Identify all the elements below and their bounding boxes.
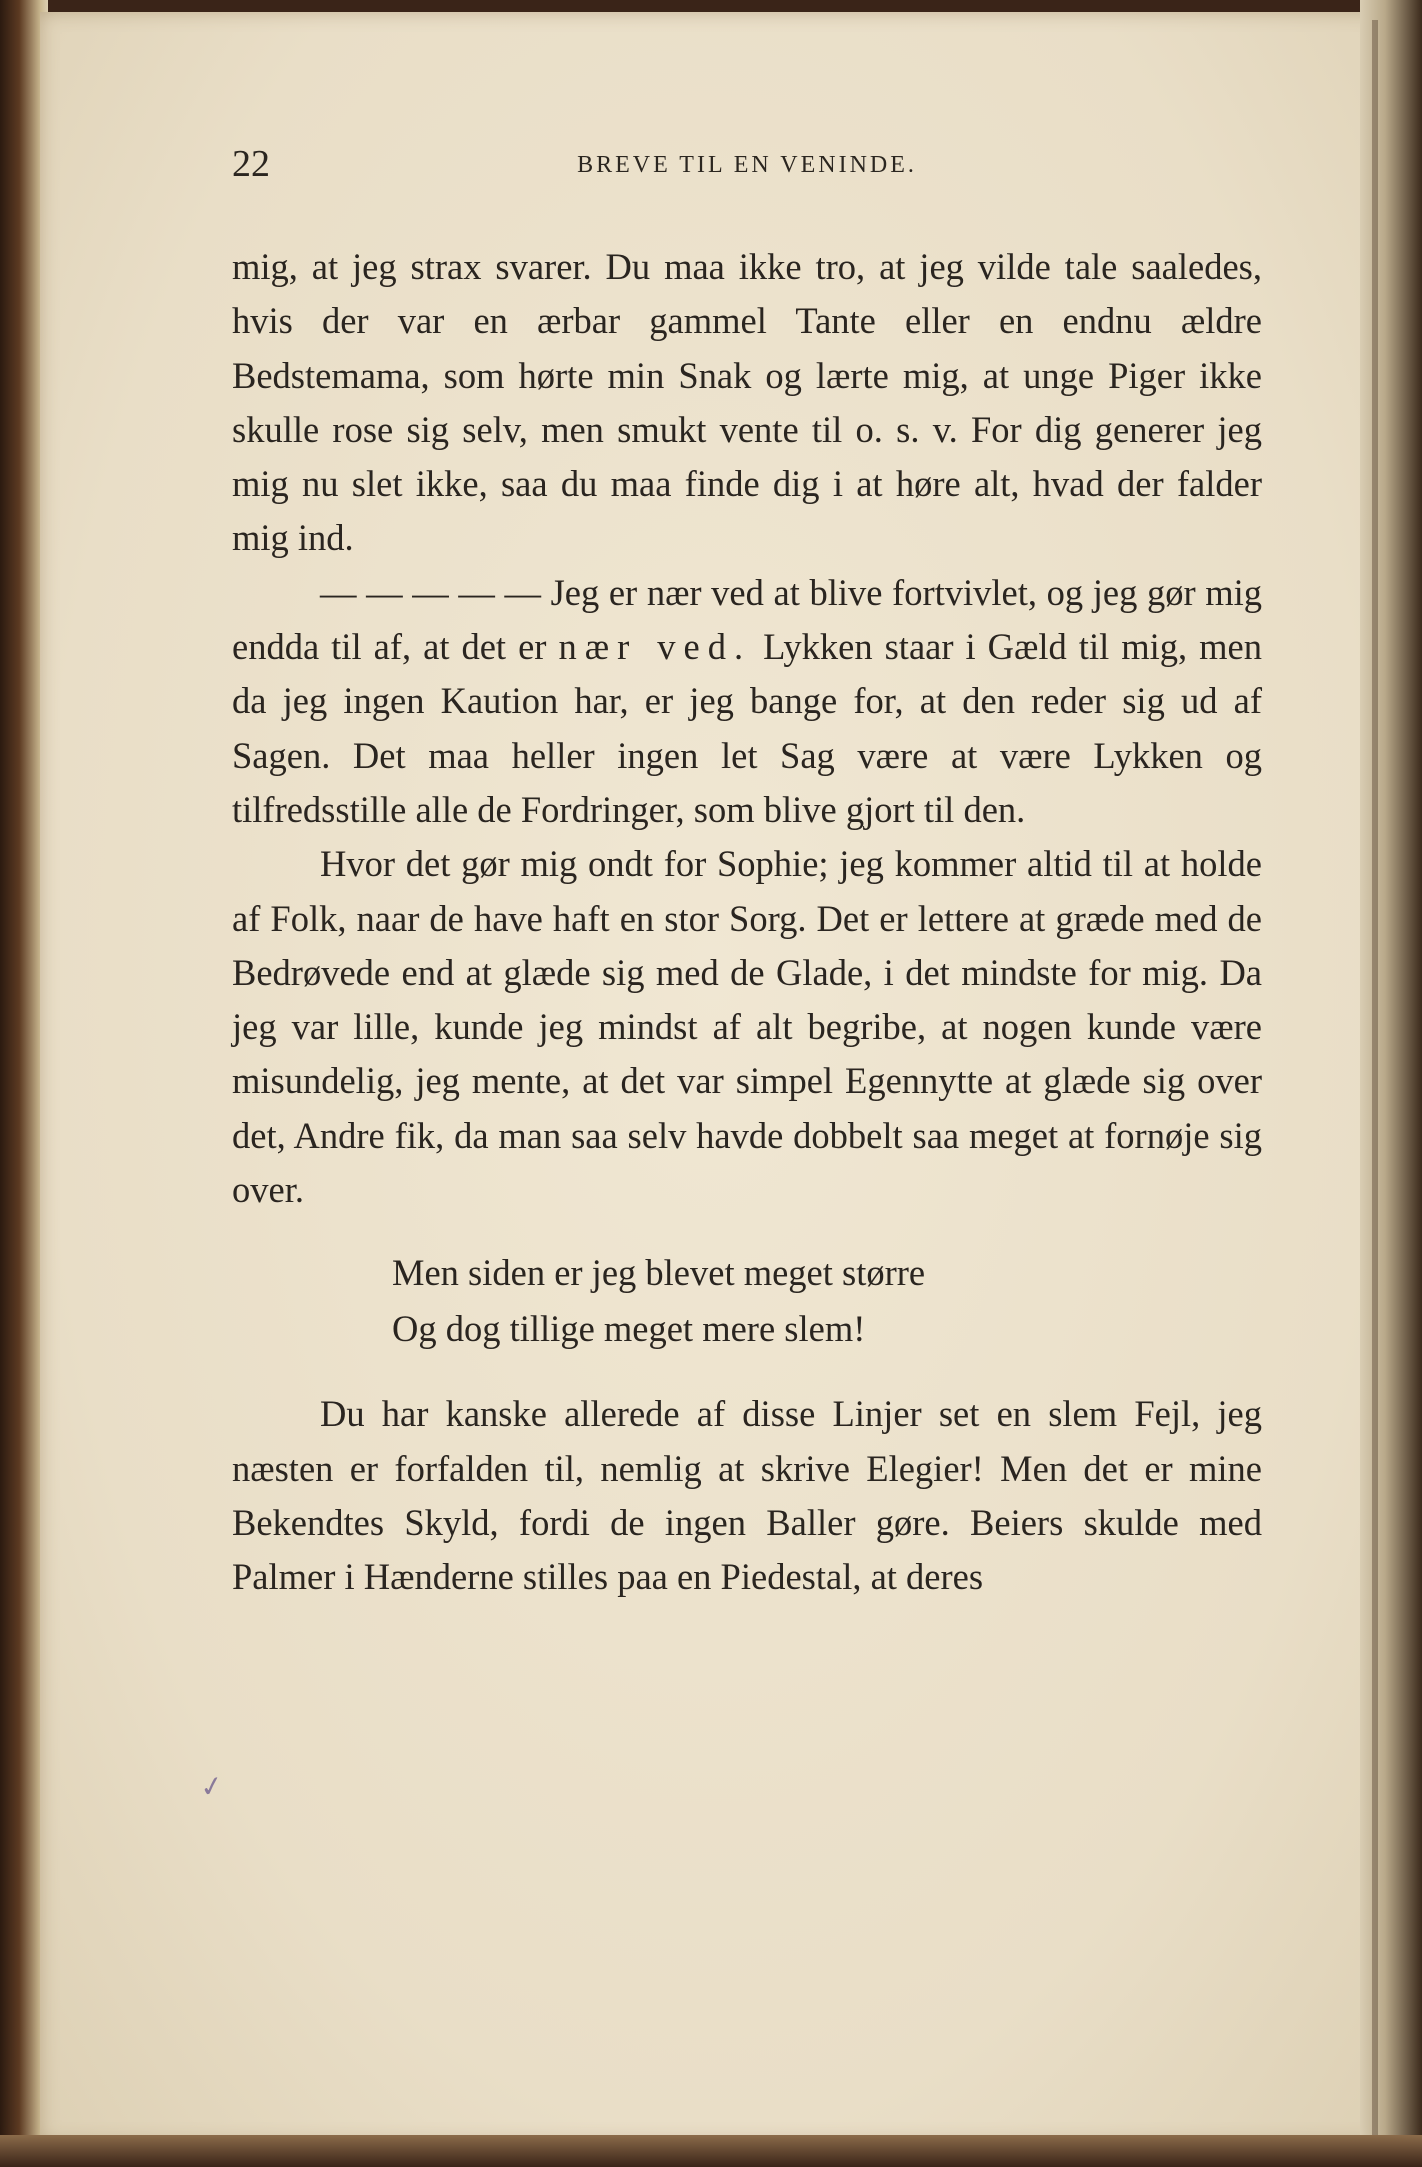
body-text: [232, 240, 1262, 1605]
page-header: [232, 142, 1262, 192]
paragraph-3: Hvor det gør mig ondt for Sophie; jeg kommer altid til at holde af Folk, naar de have haft en stor Sorg. Det er lettere at græde med de Bedrøvede end at glæde sig med de Glade, i det mindste for mig. Da jeg var lille, kunde jeg mindst af alt begribe, at nogen kunde være misundelig, jeg mente, at det var simpel Egennytte at glæde sig over det, Andre fik, da man saa selv havde dobbelt saa meget at fornøje sig over.: [232, 843, 1262, 1211]
gutter-shadow-line: [1372, 20, 1378, 2140]
verse-line-2: Og dog tillige meget mere slem!: [392, 1308, 866, 1350]
paragraph-1: mig, at jeg strax svarer. Du maa ikke tro, at jeg vilde tale saaledes, hvis der var en ærbar gammel Tante eller en endnu ældre Bedstemama, som hørte min Snak og lærte mig, at unge Piger ikke skulle rose sig selv, men smukt vente til o. s. v. For dig generer jeg mig nu slet ikke, saa du maa finde dig i at høre alt, hvad der falder mig ind.: [232, 246, 1262, 559]
page-number: 22: [232, 143, 270, 185]
pencil-check-mark-icon: ✓: [197, 1768, 227, 1805]
paragraph-4: Du har kanske allerede af disse Linjer set en slem Fejl, jeg næsten er forfalden til, nemlig at skrive Elegier! Men det er mine Bekendtes Skyld, fordi de ingen Baller gøre. Beiers skulde med Palmer i Hænderne stilles paa en Piedestal, at deres: [232, 1393, 1262, 1598]
running-head: BREVE TIL EN VENINDE.: [577, 152, 917, 178]
paragraph-2-end: Lykken staar i Gæld til mig, men da jeg ingen Kaution har, er jeg bange for, at den reder sig ud af Sagen. Det maa heller ingen let Sag være at være Lykken og tilfredsstille alle de Fordringer, som blive gjort til den.: [232, 626, 1263, 830]
page-gutter: [1360, 0, 1422, 2167]
verse-line-1: Men siden er jeg blevet meget større: [392, 1252, 926, 1294]
verse-quote: [392, 1245, 1262, 1357]
book-bottom-edge: [0, 2135, 1422, 2167]
paragraph-2-spaced-phrase: nær ved.: [558, 626, 752, 668]
paragraph-2: [232, 566, 1262, 837]
paragraph-2-start: — — — — — Jeg er nær ved at blive fortvivlet, og jeg gør mig endda til af, at det er: [232, 571, 1262, 668]
